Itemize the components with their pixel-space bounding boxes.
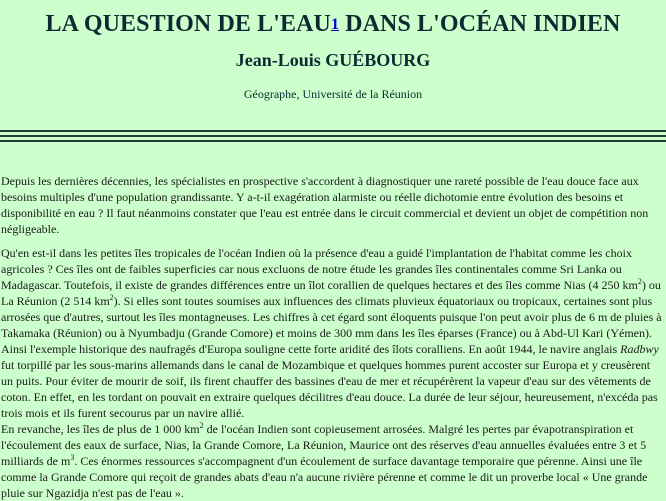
author-name: Jean-Louis GUÉBOURG [235, 50, 431, 70]
paragraph-3: En revanche, les îles de plus de 1 000 $km^2$ de l'océan Indien sont copieusement arrosées. Malgré les pertes par évapotranspiration et l'écoulement des eaux de surface, Nias, la Grande Comore, La Réunion, Maurice ont des réserves d'eau annuelles évaluées entre 3 et 5 milliards de $m^3$. Ces énormes ressources s'accompagnent d'un écoulement de surface davantage temporaire que pérenne. Ainsi une île comme la Grande Comore qui reçoit de grandes abats d'eau n'a aucune rivière pérenne et comme le dit un proverbe local « Une grande pluie sur Ngazidja n'est pas de l'eau ». [1, 421, 648, 500]
separator-line [0, 135, 666, 137]
ship-name: Radbwy [620, 342, 659, 356]
author-affiliation: Géographe, Université de la Réunion [243, 87, 423, 101]
separator-line [0, 130, 666, 132]
paragraph-2: Qu'en est-il dans les petites îles tropicales de l'océan Indien où la présence d'eau a guidé l'implantation de l'habitat comme les choix agricoles ? Ces îles ont de faibles superficies car nous excluons de notre étude les grandes îles continentales comme Sri Lanka ou Madagascar. Toutefois, il existe de grandes différences entre un îlot corallien de quelques hectares et des îles comme Nias (4 250 $km^2$) ou La Réunion (2 514 $km^2$). Si elles sont toutes soumises aux influences des climats pluvieux équatoriaux ou tropicaux, certaines sont plus arrosées que d'autres, surtout les îles montagneuses. Les chiffres à cet égard sont éloquents puisque l'on peut avoir plus de 6 m de pluies à Takamaka (Réunion) ou à Nyumbadju (Grande Comore) et moins de 300 mm dans les îles éparses (France) ou à Abd-Ul Kari (Yémen). Ainsi l'exemple historique des naufragés d'Europa souligne cette forte aridité des îlots coralliens. En août 1944, le navire anglais Radbwy fut torpillé par les sous-marins allemands dans le canal de Mozambique et quelques hommes purent accoster sur Europa et y creusèrent un puits. Pour éviter de mourir de soif, ils firent chauffer des bassines d'eau de mer et récupérèrent la vapeur d'eau sur des vêtements de coton. En effet, en les tordant on pouvait en extraire quelques décilitres d'eau douce. La durée de leur séjour, heureusement, n'excéda pas trois mois et ils furent secourus par un navire allié. [1, 246, 662, 420]
title-text-start: LA QUESTION DE L'EAU [45, 11, 331, 37]
separator-line [0, 140, 666, 142]
paragraph-1: Depuis les dernières décennies, les spécialistes en prospective s'accordent à diagnostiquer une rareté possible de l'eau douce face aux besoins multiples d'une population grandissante. Y a-t-il exagération alarmiste ou réelle dichotomie entre évolution des besoins et disponibilité en eau ? Il faut néanmoins constater que l'eau est entrée dans le circuit commercial et devient un objet de compétition non négligeable. [1, 174, 649, 236]
footnote-link[interactable]: 1 [330, 16, 340, 33]
article-header [0, 0, 666, 101]
article-body [0, 173, 663, 501]
title-text-end: DANS L'OCÉAN INDIEN [339, 11, 621, 37]
article-title [0, 0, 666, 37]
